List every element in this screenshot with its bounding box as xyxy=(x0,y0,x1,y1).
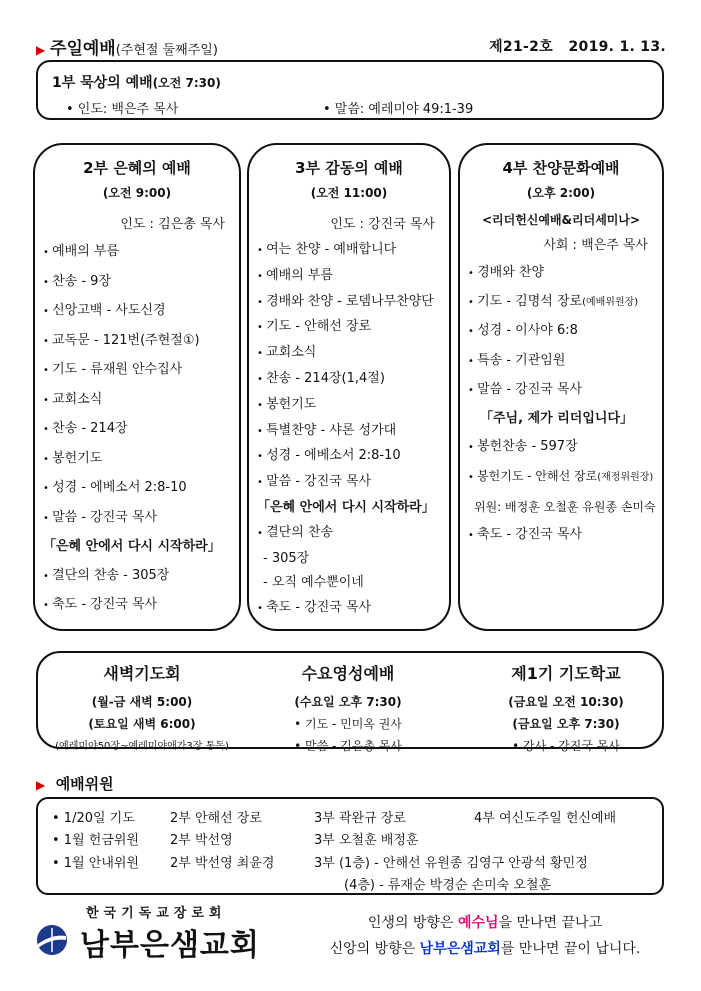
list-item: • 기도 - 안해선 장로 xyxy=(257,315,449,341)
service1-leader: • 인도: 백은주 목사 xyxy=(66,102,179,117)
list-item: • 특별찬양 - 샤론 성가대 xyxy=(257,419,449,445)
page-subtitle: (주현절 둘째주일) xyxy=(115,43,218,58)
service2-time: (오전 9:00) xyxy=(102,186,172,200)
slogan-text: 신앙의 방향은 xyxy=(329,941,420,957)
church-logo-icon xyxy=(36,924,68,956)
list-item: • 경배와 찬양 - 로뎀나무찬양단 xyxy=(257,290,449,316)
list-item: • 축도 - 강진국 목사 xyxy=(257,596,449,622)
prayer-school-time2: (금요일 오후 7:30) xyxy=(512,717,620,731)
slogan-text: 을 만나면 끝나고 xyxy=(498,915,603,931)
denomination-name: 한국기독교장로회 xyxy=(86,906,227,921)
committee-cell: 3부 오철훈 배정훈 xyxy=(314,833,419,848)
service2-title: 2부 은혜의 예배 xyxy=(83,159,191,177)
committee-cell: 2부 안해선 장로 xyxy=(170,811,262,826)
slogan-line-2 xyxy=(310,938,660,958)
bulletin-header xyxy=(36,34,666,59)
committee-cell: 2부 박선영 최윤경 xyxy=(170,856,275,871)
committee-cell: 3부 (1층) - 안해선 유원종 김영구 안광석 황민정 xyxy=(314,856,588,871)
prayer-note: (예배위원장) xyxy=(582,297,639,309)
list-item: • 여는 찬양 - 예배합니다 xyxy=(257,238,449,264)
service3-sermon-title: 「은혜 안에서 다시 시작하라」 xyxy=(257,499,435,515)
slogan-text: 를 만나면 끝이 납니다. xyxy=(500,941,641,957)
service2-sermon-title: 「은혜 안에서 다시 시작하라」 xyxy=(43,539,221,554)
list-item: • 찬송 - 214장 xyxy=(43,415,239,445)
service2-box xyxy=(33,143,241,631)
list-item: • 교독문 - 121번(주현절①) xyxy=(43,327,239,357)
service1-sermon: • 말씀: 예레미야 49:1-39 xyxy=(323,102,474,117)
list-item: • 봉헌찬송 - 597장 xyxy=(468,433,662,462)
page-title: 주일예배 xyxy=(50,39,116,59)
list-item: • 봉헌기도 xyxy=(43,445,239,475)
service2-order-list xyxy=(35,238,239,621)
issue-info xyxy=(489,36,666,56)
service3-box xyxy=(247,143,451,631)
service4-time: (오후 2:00) xyxy=(526,186,596,200)
list-item: • 결단의 찬송 - 305장 xyxy=(43,562,239,592)
service4-sermon-title: 「주님, 제가 리더입니다」 xyxy=(480,411,634,427)
prayer-school-title: 제1기 기도학교 xyxy=(511,664,621,683)
committee-title: 예배위원 xyxy=(55,775,114,793)
dawn-prayer-time1: (월-금 새벽 5:00) xyxy=(91,695,193,709)
list-item: • 말씀 - 강진국 목사 xyxy=(257,470,449,496)
service2-leader: 인도 : 김은총 목사 xyxy=(120,217,225,232)
committee-cell: 3부 곽완규 장로 xyxy=(314,811,406,826)
committee-heading xyxy=(36,773,114,794)
wednesday-service-title: 수요영성예배 xyxy=(301,664,395,683)
list-item: • 기도 - 류재원 안수집사 xyxy=(43,356,239,386)
service1-heading xyxy=(52,72,221,92)
dawn-prayer-section xyxy=(52,661,232,752)
dawn-prayer-note: (예레미야50장~예레미야애가3장 통독) xyxy=(55,741,229,752)
header-title-group xyxy=(36,34,218,59)
list-item: • 예배의 부름 xyxy=(257,264,449,290)
offering-prayer-note: (재정위원장) xyxy=(597,472,654,484)
list-item: • 경배와 찬양 xyxy=(468,259,662,288)
service1-box xyxy=(36,60,664,120)
committee-cell: (4층) - 류재순 박경순 손미숙 오철훈 xyxy=(344,878,552,893)
prayer-text: 기도 - 김명석 장로 xyxy=(477,294,583,310)
weekday-services-box xyxy=(36,651,664,753)
list-item: - 305장 xyxy=(263,550,310,566)
service4-title: 4부 찬양문화예배 xyxy=(502,159,620,177)
service3-title: 3부 감동의 예배 xyxy=(295,159,403,177)
committee-box xyxy=(36,797,664,895)
committee-cell: • 1월 헌금위원 xyxy=(52,833,139,848)
list-item: • 말씀 - 강진국 목사 xyxy=(43,504,239,534)
list-item: • 찬송 - 214장(1,4절) xyxy=(257,367,449,393)
list-item: • 말씀 - 강진국 목사 xyxy=(468,376,662,405)
offering-prayer-text: 봉헌기도 - 안해선 장로 xyxy=(477,469,598,484)
list-item: • 신앙고백 - 사도신경 xyxy=(43,297,239,327)
list-item: • 특송 - 기관임원 xyxy=(468,347,662,376)
list-item: 위원: 배정훈 오철훈 유원종 손미숙 xyxy=(474,499,656,514)
list-item: • 봉헌기도 xyxy=(257,393,449,419)
committee-cell: • 1/20일 기도 xyxy=(52,811,135,826)
service3-leader: 인도 : 강진국 목사 xyxy=(330,217,435,232)
service3-order-list xyxy=(249,238,449,622)
committee-cell: 2부 박선영 xyxy=(170,833,233,848)
list-item: • 축도 - 강진국 목사 xyxy=(43,591,239,621)
issue-number: 제21-2호 xyxy=(489,39,553,55)
slogan-line-1 xyxy=(310,912,660,932)
service3-time: (오전 11:00) xyxy=(310,186,388,200)
slogan-text: 인생의 방향은 xyxy=(367,915,458,931)
list-item: • 결단의 찬송 xyxy=(257,521,449,547)
wednesday-service-section xyxy=(268,661,428,754)
issue-date: 2019. 1. 13. xyxy=(568,39,666,55)
prayer-school-lecturer: • 강사 - 강진국 목사 xyxy=(512,739,620,753)
list-item: • 교회소식 xyxy=(257,341,449,367)
wednesday-service-sermon: • 말씀 - 김은총 목사 xyxy=(294,739,402,753)
list-item: • 예배의 부름 xyxy=(43,238,239,268)
list-item: - 오직 예수뿐이네 xyxy=(263,575,364,591)
triangle-bullet-icon: ▶ xyxy=(36,778,46,792)
list-item: • 성경 - 이사야 6:8 xyxy=(468,317,662,346)
committee-cell: • 1월 안내위원 xyxy=(52,856,139,871)
slogan-highlight: 예수님 xyxy=(457,915,499,931)
service4-subtitle: <리더헌신예배&리더세미나> xyxy=(481,213,641,227)
service4-box xyxy=(458,143,664,631)
prayer-school-section xyxy=(478,661,654,754)
service1-title: 1부 묵상의 예배 xyxy=(52,75,153,91)
service4-order-list xyxy=(460,259,662,550)
list-item: • 찬송 - 9장 xyxy=(43,268,239,298)
list-item: • 축도 - 강진국 목사 xyxy=(468,521,662,550)
list-item xyxy=(468,462,662,492)
prayer-school-time1: (금요일 오전 10:30) xyxy=(508,695,624,709)
committee-cell: 4부 여신도주일 헌신예배 xyxy=(474,811,617,826)
list-item: • 성경 - 에베소서 2:8-10 xyxy=(43,474,239,504)
dawn-prayer-title: 새벽기도회 xyxy=(103,664,181,683)
slogan-highlight: 남부은샘교회 xyxy=(419,941,501,957)
church-name: 남부은샘교회 xyxy=(80,928,260,963)
wednesday-service-time: (수요일 오후 7:30) xyxy=(294,695,402,709)
service4-leader: 사회 : 백은주 목사 xyxy=(543,238,648,253)
service1-time: (오전 7:30) xyxy=(152,76,221,90)
wednesday-service-prayer: • 기도 - 민미옥 권사 xyxy=(294,717,402,731)
list-item xyxy=(468,288,662,317)
triangle-bullet-icon: ▶ xyxy=(36,43,46,57)
dawn-prayer-time2: (토요일 새벽 6:00) xyxy=(88,717,196,731)
list-item: • 성경 - 에베소서 2:8-10 xyxy=(257,444,449,470)
list-item: • 교회소식 xyxy=(43,386,239,416)
